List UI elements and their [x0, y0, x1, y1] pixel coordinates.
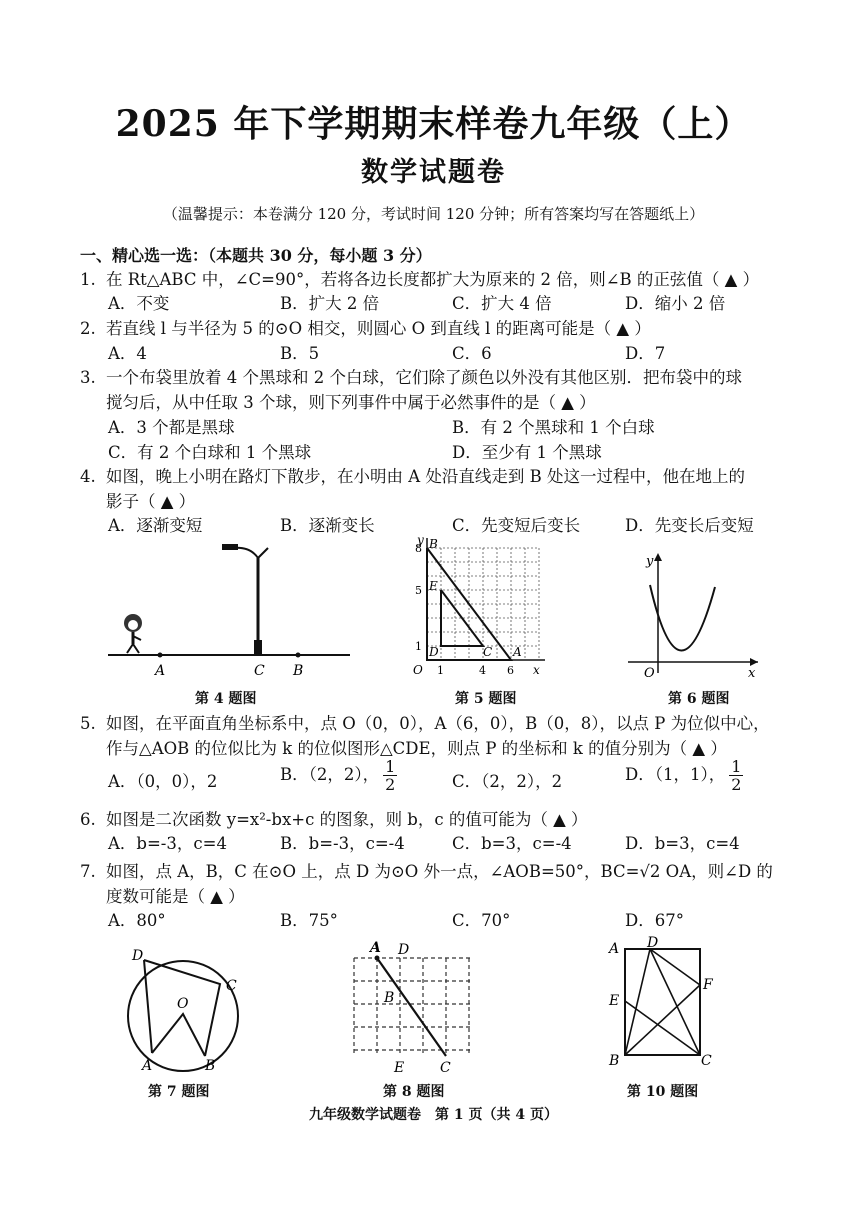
- section-heading: 一、精心选一选：（本题共 30 分，每小题 3 分）: [80, 246, 432, 265]
- question-5-line2: 作与△AOB 的位似比为 k 的位似图形△CDE，则点 P 的坐标和 k 的值分别为（ ▲ ）: [106, 739, 727, 758]
- q2-option-a: A．4: [108, 344, 147, 363]
- question-5: [80, 710, 770, 734]
- lamp-head-icon: [222, 544, 238, 550]
- question-text: 如图，在平面直角坐标系中，点 O（0，0），A（6，0），B（0，8），以点 P 为位似中心，: [106, 714, 770, 733]
- figure-4-caption: 第 4 题图: [195, 691, 257, 707]
- grid: [427, 548, 539, 658]
- q4-option-a: A．逐渐变短: [108, 516, 203, 535]
- page-footer: 九年级数学试题卷 第 1 页（共 4 页）: [309, 1107, 558, 1123]
- label-a: A: [142, 1058, 153, 1074]
- figure-10: [595, 935, 725, 1075]
- fraction-half: $\frac{1}{2}$: [731, 757, 742, 794]
- label-a: A: [609, 941, 620, 957]
- question-text: 如图是二次函数 y=x²-bx+c 的图象，则 b，c 的值可能为（ ▲ ）: [106, 810, 588, 829]
- q7-option-c: C．70°: [452, 911, 511, 930]
- tick-y-5: 5: [415, 584, 422, 597]
- label-d: D: [398, 942, 410, 958]
- question-3-line2: 搅匀后，从中任取 3 个球，则下列事件中属于必然事件的是（ ▲ ）: [106, 393, 596, 412]
- question-7: [80, 858, 773, 882]
- q5-option-d: D．（1，1）， $\frac{1}{2}$: [625, 757, 742, 794]
- label-a: A: [370, 940, 381, 956]
- question-text: 一个布袋里放着 4 个黑球和 2 个白球，它们除了颜色以外没有其他区别．把布袋中的球: [106, 368, 742, 387]
- question-number: 3.: [80, 368, 96, 387]
- question-4: [80, 463, 745, 487]
- tick-x-1: 1: [437, 664, 444, 677]
- figure-7: [120, 938, 260, 1078]
- label-c: C: [440, 1060, 451, 1076]
- label-o: O: [177, 996, 189, 1012]
- q1-option-b: B．扩大 2 倍: [280, 294, 380, 313]
- question-number: 6.: [80, 810, 96, 829]
- segment-ac: [377, 958, 446, 1056]
- question-2: [80, 315, 651, 339]
- person-icon: [124, 614, 142, 653]
- tick-x-6: 6: [507, 664, 514, 677]
- figure-6: [620, 545, 765, 680]
- question-text: 在 Rt△ABC 中，∠C=90°，若将各边长度都扩大为原来的 2 倍，则∠B 的正弦值（ ▲ ）: [106, 270, 760, 289]
- label-c: C: [483, 645, 493, 659]
- x-arrow-icon: [750, 658, 758, 666]
- label-f: F: [703, 977, 713, 993]
- y-arrow-icon: [654, 553, 662, 561]
- question-3: [80, 364, 742, 388]
- angle-aob: [152, 1014, 205, 1056]
- question-text: 如图，晚上小明在路灯下散步，在小明由 A 处沿直线走到 B 处这一过程中，他在地上的: [106, 467, 746, 486]
- question-text: 若直线 l 与半径为 5 的⊙O 相交，则圆心 O 到直线 l 的距离可能是（ ▲ ）: [106, 319, 651, 338]
- axis-y-label: y: [417, 533, 424, 547]
- figure-8-caption: 第 8 题图: [383, 1084, 445, 1100]
- label-b: B: [205, 1058, 216, 1074]
- figure-4: [100, 540, 360, 680]
- question-number: 1.: [80, 270, 96, 289]
- q6-option-d: D．b=3，c=4: [625, 834, 740, 853]
- label-b: B: [384, 990, 395, 1006]
- figure-7-caption: 第 7 题图: [148, 1084, 210, 1100]
- label-c: C: [701, 1053, 712, 1069]
- q6-option-c: C．b=3，c=-4: [452, 834, 572, 853]
- label-a: A: [155, 663, 166, 679]
- label-d: D: [647, 935, 659, 951]
- question-number: 5.: [80, 714, 96, 733]
- exam-subtitle: 数学试题卷: [361, 157, 506, 188]
- question-4-line2: 影子（ ▲ ）: [106, 492, 196, 511]
- label-c: C: [254, 663, 265, 679]
- q5-option-b: B．（2，2）， $\frac{1}{2}$: [280, 757, 396, 794]
- parabola-curve: [650, 585, 715, 651]
- q1-option-c: C．扩大 4 倍: [452, 294, 552, 313]
- fraction-half: $\frac{1}{2}$: [385, 757, 396, 794]
- q3-option-b: B．有 2 个黑球和 1 个白球: [452, 418, 655, 437]
- q3-option-d: D．至少有 1 个黑球: [452, 443, 602, 462]
- label-b: B: [609, 1053, 620, 1069]
- question-1: [80, 266, 759, 290]
- q5-option-a: A．（0，0），2: [108, 772, 218, 791]
- label-d: D: [132, 948, 144, 964]
- label-b: B: [293, 663, 304, 679]
- question-number: 7.: [80, 862, 96, 881]
- lamp-base: [254, 640, 262, 655]
- q2-option-d: D．7: [625, 344, 666, 363]
- label-e: E: [394, 1060, 405, 1076]
- axis-y-label: y: [646, 554, 654, 569]
- question-number: 2.: [80, 319, 96, 338]
- q5-option-c: C．（2，2），2: [452, 772, 563, 791]
- q6-option-b: B．b=-3，c=-4: [280, 834, 405, 853]
- q4-option-b: B．逐渐变长: [280, 516, 375, 535]
- q4-option-c: C．先变短后变长: [452, 516, 581, 535]
- question-text: 如图，点 A，B，C 在⊙O 上，点 D 为⊙O 外一点，∠AOB=50°，BC=√2 OA，则∠D 的: [106, 862, 773, 881]
- q3-option-c: C．有 2 个白球和 1 个黑球: [108, 443, 312, 462]
- square-abcd: [625, 949, 700, 1055]
- grid: [354, 958, 472, 1056]
- q7-option-d: D．67°: [625, 911, 684, 930]
- exam-tip: （温馨提示：本卷满分 120 分，考试时间 120 分钟；所有答案均写在答题纸上）: [162, 205, 705, 223]
- axis-x-label: x: [748, 666, 756, 680]
- q6-option-a: A．b=-3，c=4: [108, 834, 227, 853]
- q4-option-d: D．先变长后变短: [625, 516, 754, 535]
- label-a: A: [513, 645, 522, 659]
- figure-5: [405, 530, 560, 680]
- tick-y-8: 8: [415, 542, 422, 555]
- question-number: 4.: [80, 467, 96, 486]
- q7-option-a: A．80°: [108, 911, 166, 930]
- q2-option-b: B．5: [280, 344, 320, 363]
- q7-option-b: B．75°: [280, 911, 338, 930]
- axis-x-label: x: [533, 663, 540, 677]
- figure-10-caption: 第 10 题图: [627, 1084, 699, 1100]
- label-o: O: [413, 663, 423, 677]
- figure-6-caption: 第 6 题图: [668, 691, 730, 707]
- q3-option-a: A．3 个都是黑球: [108, 418, 235, 437]
- figure-8: [342, 938, 482, 1078]
- exam-title: 2025 年下学期期末样卷九年级（上）: [115, 103, 752, 145]
- label-d: D: [429, 645, 439, 659]
- figure-5-caption: 第 5 题图: [455, 691, 517, 707]
- label-c: C: [226, 978, 237, 994]
- label-e: E: [609, 993, 620, 1009]
- tick-y-1: 1: [415, 640, 422, 653]
- label-e: E: [429, 579, 438, 593]
- q2-option-c: C．6: [452, 344, 492, 363]
- question-6: [80, 806, 588, 830]
- origin-label: O: [644, 666, 655, 680]
- q1-option-d: D．缩小 2 倍: [625, 294, 726, 313]
- question-7-line2: 度数可能是（ ▲ ）: [106, 887, 245, 906]
- label-b: B: [429, 537, 438, 551]
- q1-option-a: A．不变: [108, 294, 170, 313]
- tick-x-4: 4: [479, 664, 486, 677]
